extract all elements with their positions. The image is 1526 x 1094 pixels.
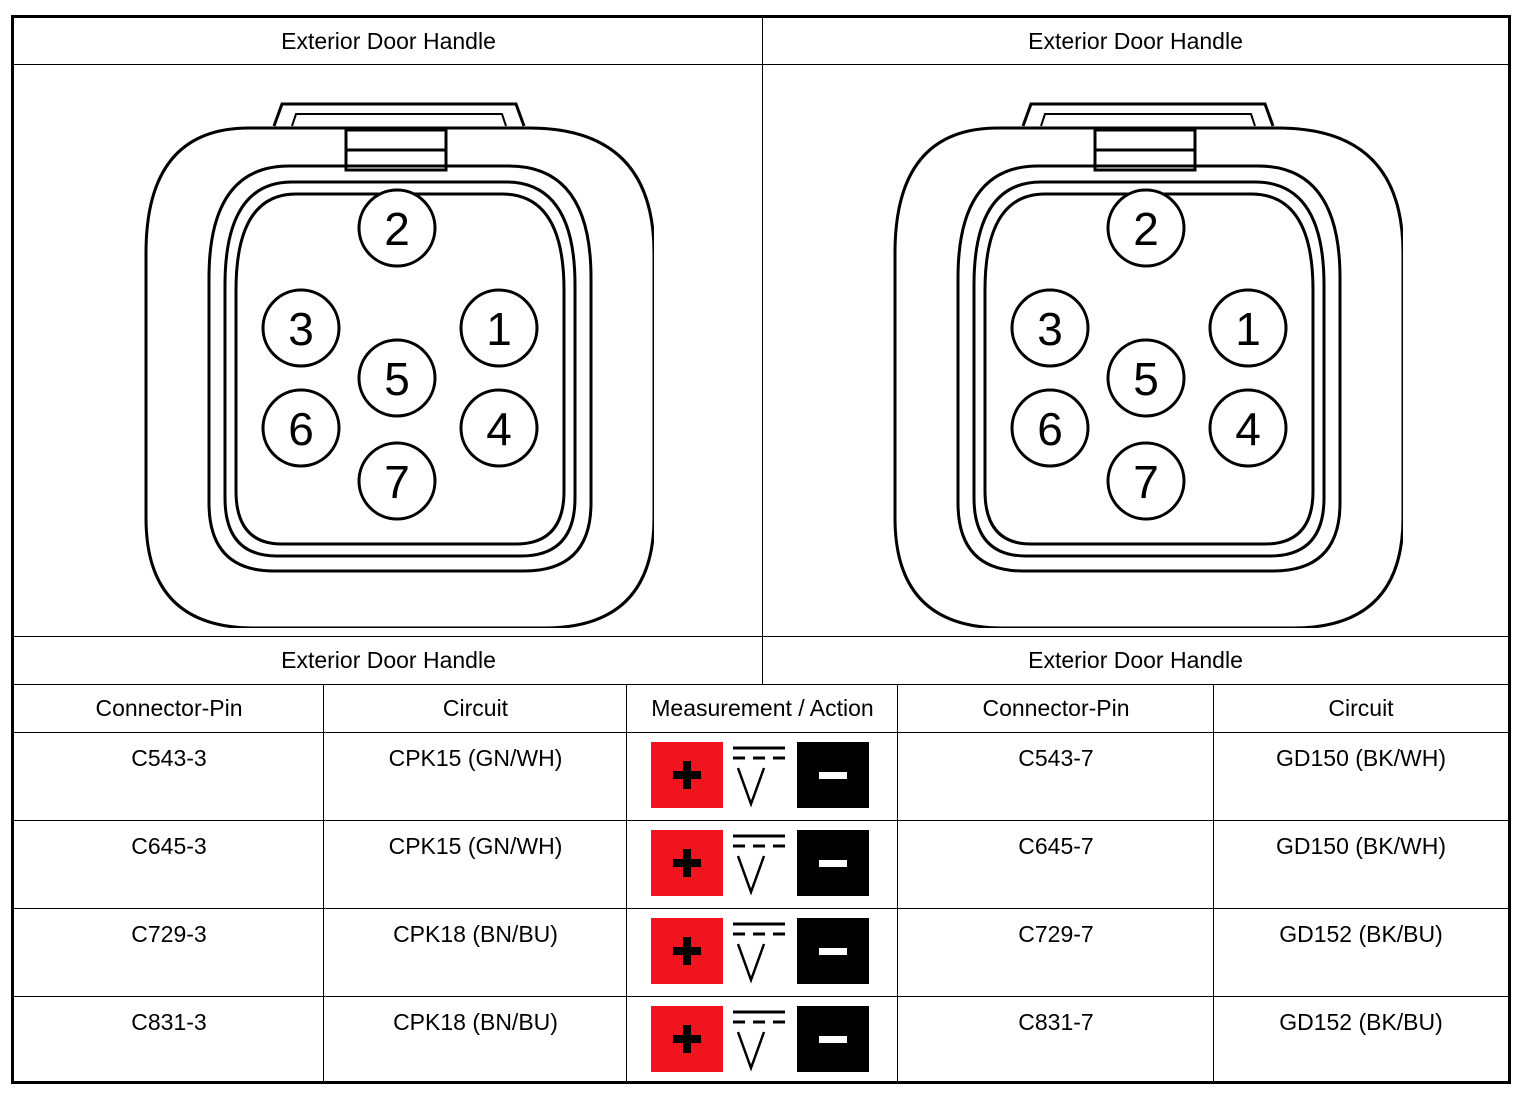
pin-label: 3 (288, 303, 314, 355)
negative-lead-icon (797, 742, 869, 808)
table-cell-circuit-b: GD152 (BK/BU) (1279, 921, 1443, 947)
table-cell-pin-a: C831-3 (131, 1009, 207, 1035)
table-cell-circuit-b: GD150 (BK/WH) (1276, 833, 1446, 859)
connector-title-left: Exterior Door Handle (281, 27, 496, 54)
table-cell-pin-a: C645-3 (131, 833, 207, 859)
col-header-connector-pin: Connector-Pin (95, 695, 243, 721)
connector-face-left (124, 78, 654, 628)
pin-label: 2 (384, 203, 410, 255)
pin-label: 7 (1133, 456, 1159, 508)
table-cell-circuit-a: CPK18 (BN/BU) (393, 1009, 558, 1035)
measurement-action (651, 830, 869, 896)
pin-label: 6 (1037, 403, 1063, 455)
pin-2 (359, 190, 435, 266)
negative-lead-icon (797, 1006, 869, 1072)
pinout-diagram-frame (11, 15, 1511, 1084)
table-cell-pin-b: C831-7 (1018, 1009, 1094, 1035)
table-cell-pin-b: C645-7 (1018, 833, 1094, 859)
negative-lead-icon (797, 918, 869, 984)
dc-voltage-icon (723, 918, 797, 984)
pin-label: 1 (486, 303, 512, 355)
pin-label: 4 (486, 403, 512, 455)
pin-label: 3 (1037, 303, 1063, 355)
pin-7 (359, 443, 435, 519)
table-cell-circuit-a: CPK15 (GN/WH) (388, 745, 563, 771)
positive-lead-icon (651, 742, 723, 808)
pin-label: 7 (384, 456, 410, 508)
table-cell-pin-a: C729-3 (131, 921, 207, 947)
pin-label: 2 (1133, 203, 1159, 255)
pin-3 (1012, 290, 1088, 366)
table-group-title-left: Exterior Door Handle (281, 647, 496, 673)
connector-title-right: Exterior Door Handle (1028, 27, 1243, 54)
measurement-action (651, 742, 869, 808)
pin-7 (1108, 443, 1184, 519)
dc-voltage-icon (723, 742, 797, 808)
table-cell-circuit-b: GD150 (BK/WH) (1276, 745, 1446, 771)
pin-label: 6 (288, 403, 314, 455)
table-cell-pin-b: C543-7 (1018, 745, 1094, 771)
negative-lead-icon (797, 830, 869, 896)
positive-lead-icon (651, 918, 723, 984)
pin-4 (1210, 390, 1286, 466)
pin-label: 5 (384, 353, 410, 405)
dc-voltage-icon (723, 1006, 797, 1072)
pin-1 (461, 290, 537, 366)
table-cell-circuit-b: GD152 (BK/BU) (1279, 1009, 1443, 1035)
col-header-circuit: Circuit (1328, 695, 1394, 721)
measurement-action (651, 1006, 869, 1072)
table-cell-circuit-a: CPK15 (GN/WH) (388, 833, 563, 859)
pin-5 (1108, 340, 1184, 416)
col-header-circuit: Circuit (442, 695, 509, 721)
pin-6 (263, 390, 339, 466)
pin-label: 4 (1235, 403, 1261, 455)
divider (14, 64, 1508, 65)
table-cell-pin-b: C729-7 (1018, 921, 1094, 947)
connector-face-right (873, 78, 1403, 628)
table-cell-circuit-a: CPK18 (BN/BU) (393, 921, 558, 947)
table-group-title-right: Exterior Door Handle (1028, 647, 1243, 673)
pin-1 (1210, 290, 1286, 366)
pin-label: 5 (1133, 353, 1159, 405)
pin-4 (461, 390, 537, 466)
divider (762, 18, 763, 685)
pin-label: 1 (1235, 303, 1261, 355)
pin-5 (359, 340, 435, 416)
dc-voltage-icon (723, 830, 797, 896)
col-header-connector-pin: Connector-Pin (982, 695, 1130, 721)
positive-lead-icon (651, 1006, 723, 1072)
table-cell-pin-a: C543-3 (131, 745, 207, 771)
pin-6 (1012, 390, 1088, 466)
pin-3 (263, 290, 339, 366)
col-header-measurement: Measurement / Action (651, 695, 874, 721)
measurement-action (651, 918, 869, 984)
positive-lead-icon (651, 830, 723, 896)
pin-2 (1108, 190, 1184, 266)
